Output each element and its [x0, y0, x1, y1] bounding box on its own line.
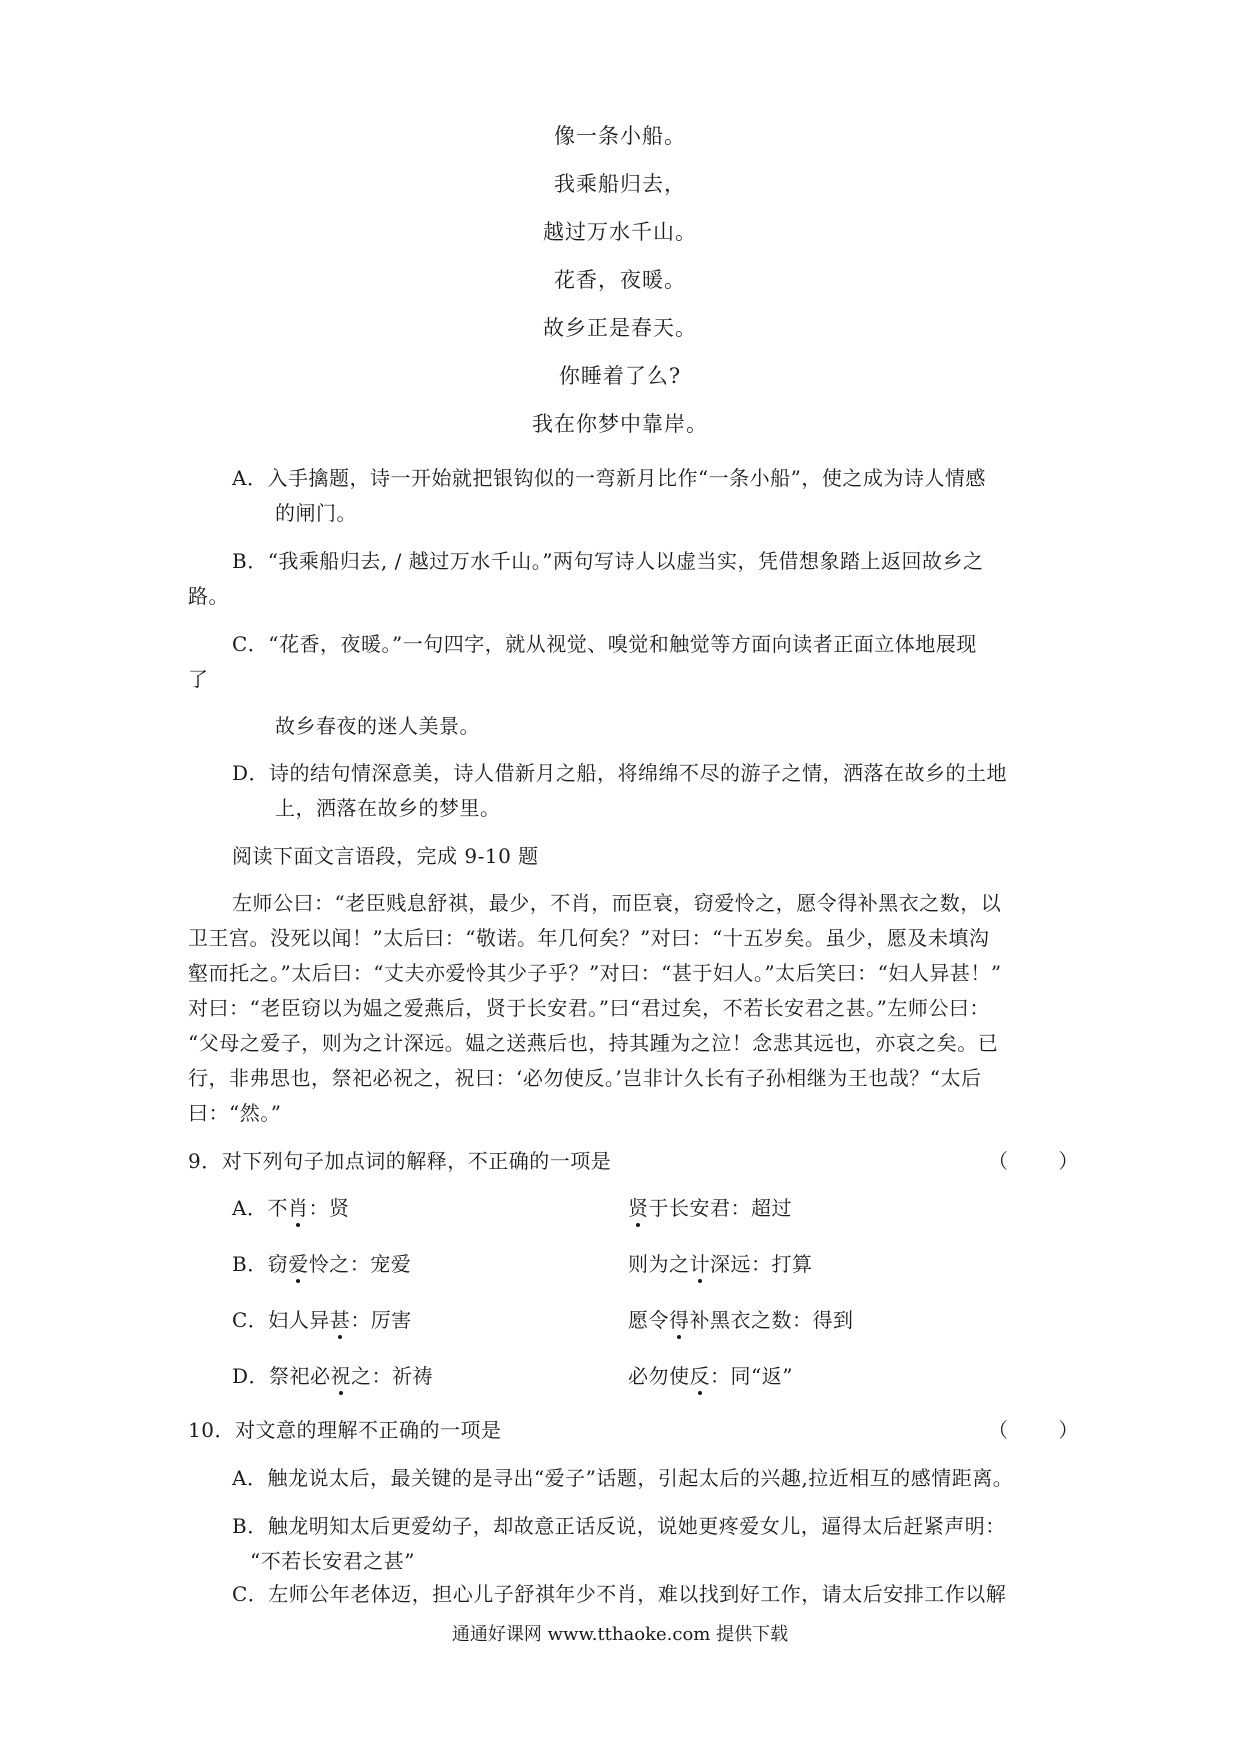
option-b-line-2: 路。 [188, 584, 229, 608]
option-c-line-1: C．“花香，夜暖。”一句四字，就从视觉、嗅觉和触觉等方面向读者正面立体地展现 [232, 632, 977, 656]
q9-option-b-right: 则为之计深远：打算 [628, 1252, 813, 1276]
classical-line: 对曰：“老臣窃以为媪之爱燕后，贤于长安君。”曰“君过矣，不若长安君之甚。”左师公曰： [188, 996, 990, 1020]
option-a-line-1: A．入手擒题，诗一开始就把银钩似的一弯新月比作“一条小船”，使之成为诗人情感 [232, 466, 986, 490]
option-d-line-1: D．诗的结句情深意美，诗人借新月之船，将绵绵不尽的游子之情，洒落在故乡的土地 [232, 761, 1008, 785]
q10-option-c-line-1: C．左师公年老体迈，担心儿子舒祺年少不肖，难以找到好工作，请太后安排工作以解 [232, 1582, 1007, 1606]
q10-option-b-line-1: B．触龙明知太后更爱幼子，却故意正话反说，说她更疼爱女儿，逼得太后赶紧声明： [232, 1514, 1006, 1538]
q10-option-a: A．触龙说太后，最关键的是寻出“爱子”话题，引起太后的兴趣,拉近相互的感情距离。 [232, 1466, 1014, 1490]
poem-line: 你睡着了么? [558, 364, 682, 388]
option-b-line-1: B．“我乘船归去, / 越过万水千山。”两句写诗人以虚当实，凭借想象踏上返回故乡之 [232, 549, 984, 573]
q9-answer-paren: （ ） [988, 1149, 1101, 1173]
classical-intro: 阅读下面文言语段，完成 9-10 题 [232, 844, 539, 868]
q9-option-c-left: C．妇人异甚：厉害 [232, 1308, 412, 1332]
classical-line: 壑而托之。”太后曰：“丈夫亦爱怜其少子乎？”对曰：“甚于妇人。”太后笑曰：“妇人异甚！” [188, 961, 1002, 985]
poem-line: 故乡正是春天。 [543, 316, 697, 340]
classical-line: 行，非弗思也，祭祀必祝之，祝曰：‘必勿使反。’岂非计久长有子孙相继为王也哉？“太后 [188, 1066, 982, 1090]
classical-line: 卫王宫。没死以闻！”太后曰：“敬诺。年几何矣？”对曰：“十五岁矣。虽少，愿及未填沟 [188, 926, 990, 950]
q9-option-a-right: 贤于长安君：超过 [628, 1196, 792, 1220]
page-footer: 通通好课网 www.tthaoke.com 提供下载 [451, 1624, 789, 1645]
q9-option-b-left: B．窃爱怜之：宠爱 [232, 1252, 412, 1276]
q10-answer-paren: （ ） [988, 1418, 1101, 1442]
q9-option-a-left: A．不肖：贤 [232, 1196, 350, 1220]
q9-option-d-right: 必勿使反：同“返” [628, 1364, 793, 1388]
poem-line: 像一条小船。 [554, 124, 686, 148]
poem-line: 我在你梦中靠岸。 [532, 412, 708, 436]
classical-line: 曰：“然。” [188, 1101, 282, 1125]
q9-option-c-right: 愿令得补黑衣之数：得到 [628, 1308, 854, 1332]
poem-line: 越过万水千山。 [543, 220, 697, 244]
option-c-line-2: 了 [188, 667, 209, 691]
option-a-line-2: 的闸门。 [275, 501, 357, 525]
option-c-line-3: 故乡春夜的迷人美景。 [275, 714, 480, 738]
option-d-line-2: 上，洒落在故乡的梦里。 [275, 796, 501, 820]
poem-line: 我乘船归去， [554, 172, 686, 196]
poem-line: 花香，夜暖。 [554, 268, 686, 292]
classical-line: “父母之爱子，则为之计深远。媪之送燕后也，持其踵为之泣！念悲其远也，亦哀之矣。已 [188, 1031, 999, 1055]
classical-line: 左师公曰：“老臣贱息舒祺，最少，不肖，而臣衰，窃爱怜之，愿令得补黑衣之数，以 [232, 891, 1002, 915]
q10-option-b-line-2: “不若长安君之甚” [250, 1549, 415, 1573]
q10-stem: 10．对文意的理解不正确的一项是 [188, 1418, 502, 1442]
q9-option-d-left: D．祭祀必祝之：祈祷 [232, 1364, 434, 1388]
q9-stem: 9．对下列句子加点词的解释，不正确的一项是 [188, 1149, 612, 1173]
